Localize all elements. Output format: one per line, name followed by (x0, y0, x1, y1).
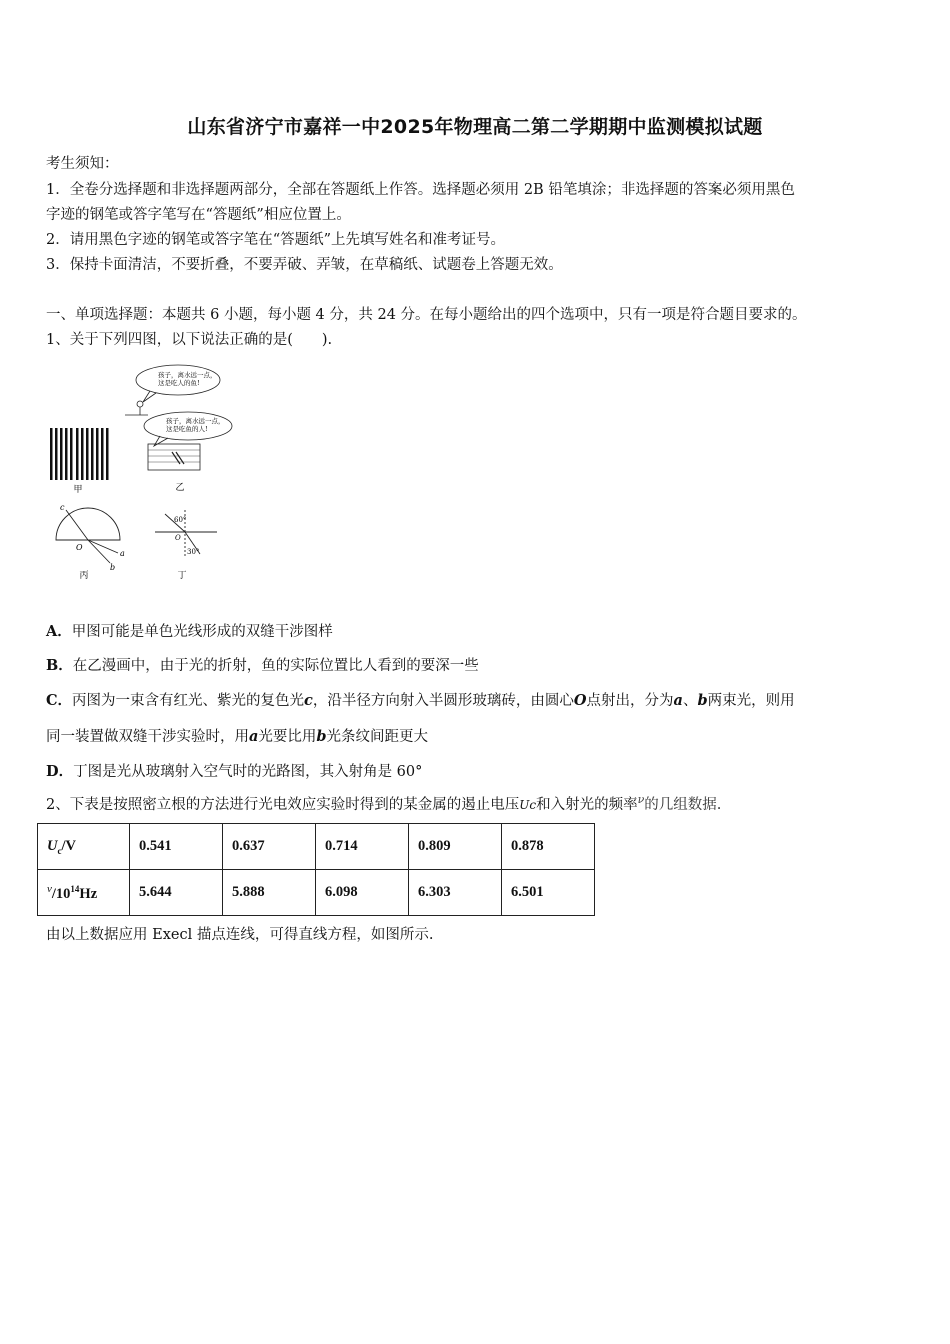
header-nu: ν (47, 882, 52, 895)
table-cell: 0.809 (409, 824, 502, 870)
option-c-part: 丙图为一束含有红光、紫光的复色光 (72, 693, 305, 709)
option-d-label: D． (46, 763, 74, 780)
header-u: U (47, 837, 58, 854)
figure-label-bing: 丙 (79, 571, 89, 581)
table-cell: 5.888 (223, 870, 316, 916)
option-c-part: 两束光，则用 (707, 693, 795, 709)
option-b-label: B． (46, 657, 73, 674)
q2-stem-part: 和入射光的频率 (536, 797, 638, 813)
option-c-var: c (304, 692, 313, 709)
header-u-unit: /V (61, 837, 76, 854)
table-cell: 0.637 (223, 824, 316, 870)
option-c-cont (46, 725, 428, 746)
q2-symbol-nu: ν (637, 793, 645, 807)
photoelectric-data-table (37, 823, 595, 916)
option-c-part: ，沿半径方向射入半圆形玻璃砖，由圆心 (312, 693, 574, 709)
header-nu-hz: Hz (79, 885, 98, 902)
angle-30-label: 30° (187, 548, 200, 556)
notice-item-1-cont: 字迹的钢笔或答字笔写在“答题纸”相应位置上。 (46, 207, 351, 223)
figure-bing-semicircle (56, 508, 120, 563)
question-2-stem (46, 793, 721, 814)
angle-60-label: 60° (174, 516, 187, 524)
option-c-var: b (316, 728, 327, 745)
figure-label-yi: 乙 (175, 483, 185, 493)
option-c-part: 、 (682, 693, 698, 709)
option-a-text: 甲图可能是单色光线形成的双缝干涉图样 (71, 624, 333, 640)
table-row (38, 870, 595, 916)
table-cell: 0.541 (130, 824, 223, 870)
notice-item-1: 1．全卷分选择题和非选择题两部分，全部在答题纸上作答。选择题必须用 2B 铅笔填涂；非选择题的答案必须用黑色 (46, 182, 795, 198)
q2-symbol-uc: Uc (519, 798, 537, 812)
table-header-uc (38, 824, 130, 870)
option-c-label: C． (46, 692, 73, 709)
ray-c-label: c (60, 503, 65, 512)
table-cell: 0.878 (502, 824, 595, 870)
figure-label-jia: 甲 (73, 485, 83, 495)
bubble-top-line2: 这是吃人的鱼! (158, 379, 200, 387)
option-d (46, 760, 422, 781)
table-cell: 6.501 (502, 870, 595, 916)
question-1-figure (40, 360, 250, 590)
notice-item-3: 3．保持卡面清洁，不要折叠，不要弄破、弄皱，在草稿纸、试题卷上答题无效。 (46, 257, 563, 273)
bubble-top-line1: 孩子，离水远一点， (158, 371, 217, 379)
option-c (46, 689, 795, 710)
ray-b-label: b (110, 563, 116, 572)
notice-item-2: 2．请用黑色字迹的钢笔或答字笔在“答题纸”上先填写姓名和准考证号。 (46, 232, 506, 248)
page-title: 山东省济宁市嘉祥一中2025年物理高二第二学期期中监测模拟试题 (187, 116, 763, 138)
table-cell: 6.303 (409, 870, 502, 916)
point-o-ding: O (175, 534, 181, 542)
option-b (46, 654, 479, 675)
option-a-label: A． (46, 623, 72, 640)
header-u-sub: c (57, 845, 62, 856)
table-row (38, 824, 595, 870)
figure-label-ding: 丁 (177, 571, 187, 581)
figure-jia-fringes (50, 428, 109, 480)
option-c-part: 点射出，分为 (586, 693, 674, 709)
ray-a-label: a (120, 549, 125, 558)
option-d-text: 丁图是光从玻璃射入空气时的光路图，其入射角是 60° (73, 764, 423, 780)
option-b-text: 在乙漫画中，由于光的折射，鱼的实际位置比人看到的要深一些 (72, 658, 479, 674)
optics-figure (40, 360, 250, 590)
table-cell: 0.714 (316, 824, 409, 870)
header-nu-unit: /10 (51, 885, 71, 902)
section-heading: 一、单项选择题：本题共 6 小题，每小题 4 分，共 24 分。在每小题给出的四个选项中，只有一项是符合题目要求的。 (46, 307, 807, 323)
q2-stem-part: 的几组数据. (644, 797, 722, 813)
option-c-part: 光条纹间距更大 (326, 729, 429, 745)
question-1-stem: 1、关于下列四图，以下说法正确的是( ). (46, 332, 333, 348)
option-a (46, 620, 333, 641)
table-header-nu (38, 870, 130, 916)
q2-stem-part: 2、下表是按照密立根的方法进行光电效应实验时得到的某金属的遏止电压 (46, 797, 520, 813)
bubble-bottom-line2: 这是吃鱼的人! (166, 425, 208, 433)
option-c-var: b (697, 692, 708, 709)
option-c-var: O (573, 692, 587, 709)
question-2-after-table: 由以上数据应用 Execl 描点连线，可得直线方程，如图所示. (46, 927, 434, 943)
point-o-bing: O (76, 543, 83, 552)
header-nu-exp: 14 (70, 883, 80, 894)
table-cell: 6.098 (316, 870, 409, 916)
notice-heading: 考生须知： (46, 156, 119, 172)
option-c-part: 光要比用 (258, 729, 317, 745)
bubble-bottom-line1: 孩子，离水远一点， (166, 417, 225, 425)
option-c-var: a (673, 692, 683, 709)
table-cell: 5.644 (130, 870, 223, 916)
option-c-var: a (249, 728, 259, 745)
option-c-part: 同一装置做双缝干涉实验时，用 (46, 729, 249, 745)
